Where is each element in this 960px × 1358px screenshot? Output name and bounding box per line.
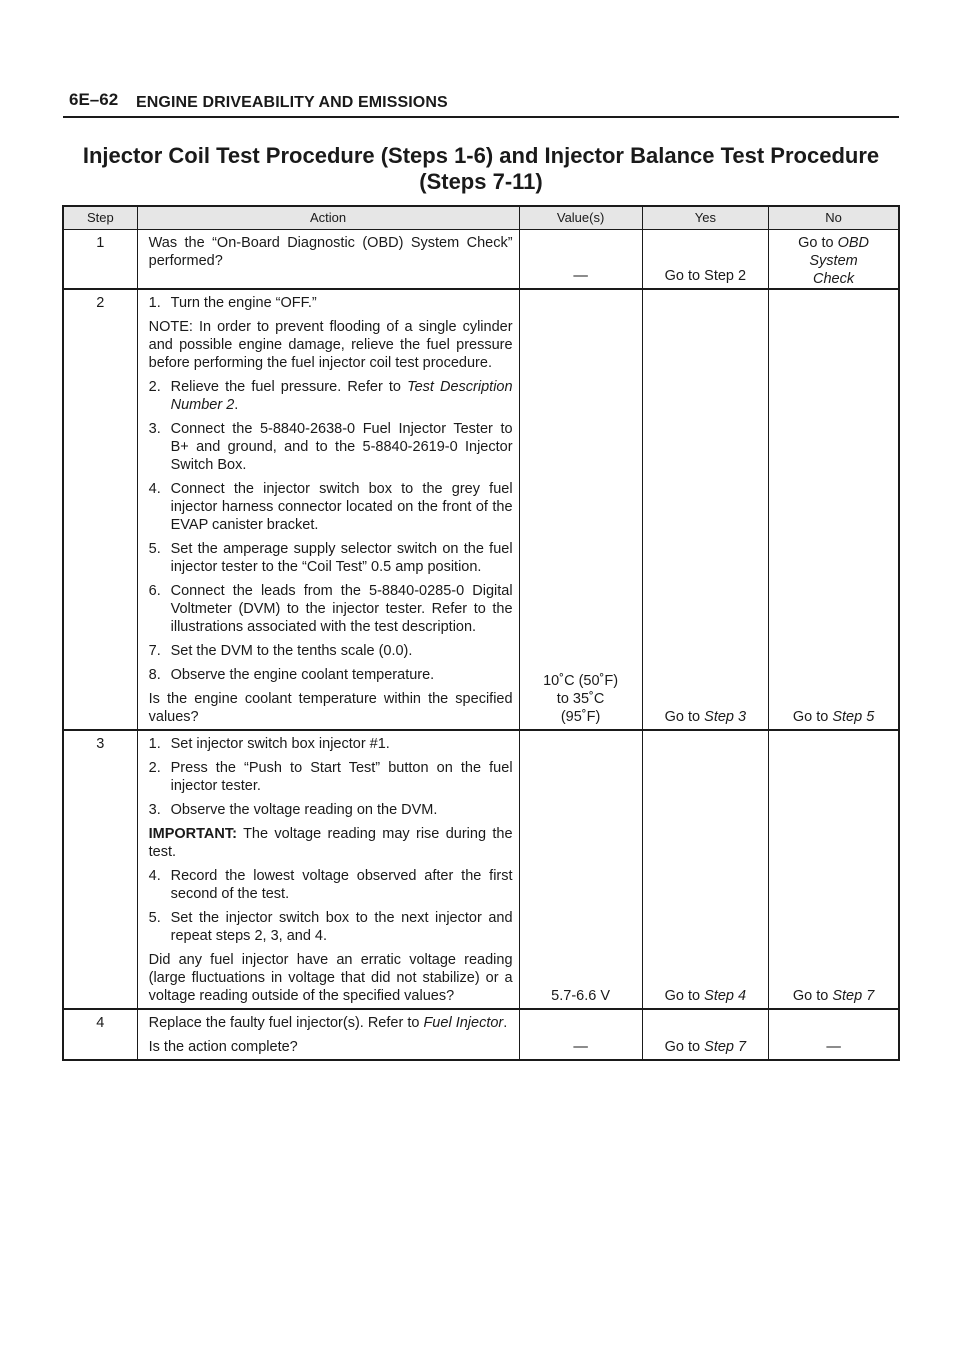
value-cell: — [519,230,642,290]
important-note: IMPORTANT: The voltage reading may rise during the test. [148,826,513,860]
page-title-line-1: Injector Coil Test Procedure (Steps 1-6) and Injector Balance Test Procedure [82,143,880,168]
action-text: Was the “On-Board Diagnostic (OBD) System Check” performed? [148,235,513,269]
action-text: Replace the faulty fuel injector(s). Refer to Fuel Injector. [148,1015,508,1031]
table-row [63,289,899,730]
list-item: 5. Set the injector switch box to the next injector and repeat steps 2, 3, and 4. [148,910,513,944]
obd-link[interactable]: OBD [837,235,870,251]
page-title-line-2: (Steps 7-11) [419,169,543,194]
header-values: Value(s) [519,206,642,230]
step-link[interactable]: Step 7 [832,988,875,1004]
step-link[interactable]: Step 4 [704,988,747,1004]
list-item: 4. Connect the injector switch box to the grey fuel injector harness connector located on the front of the EVAP canister bracket. [148,481,513,533]
value-cell: 5.7-6.6 V [519,730,642,1009]
no-cell [769,230,899,290]
list-item: 5. Set the amperage supply selector switch on the fuel injector tester to the “Coil Test” 0.5 amp position. [148,541,513,575]
value-cell: 10˚C (50˚F) to 35˚C (95˚F) [519,289,642,730]
step-number: 2 [63,289,137,730]
list-item: 8. Observe the engine coolant temperature. [148,667,435,683]
page-title [62,143,900,195]
header-yes: Yes [642,206,769,230]
note-text: NOTE: In order to prevent flooding of a single cylinder and possible engine damage, relieve the fuel pressure before performing the fuel injector coil test procedure. [148,319,513,371]
list-item: 7. Set the DVM to the tenths scale (0.0). [148,643,413,659]
test-description-link[interactable]: Test Description Number 2 [170,379,513,413]
yes-cell: Go to Step 4 [642,730,769,1009]
list-item: 1. Set injector switch box injector #1. [148,736,390,752]
yes-cell: Go to Step 2 [642,230,769,290]
table-header-row [63,206,899,230]
action-cell [137,289,519,730]
action-cell [137,230,519,290]
obd-link-line-2[interactable]: System [809,253,858,269]
header-step: Step [63,206,137,230]
step-link[interactable]: Step 7 [704,1039,747,1055]
yes-cell: Go to Step 7 [642,1009,769,1060]
table-row [63,730,899,1009]
question-text: Did any fuel injector have an erratic voltage reading (large fluctuations in voltage that did not stabilize) or a voltage reading outside of the specified values? [148,952,513,1004]
table-row [63,230,899,290]
no-cell: Go to Step 7 [769,730,899,1009]
step-number: 1 [63,230,137,290]
fuel-injector-link[interactable]: Fuel Injector [423,1015,504,1031]
table-row [63,1009,899,1060]
header-rule [63,116,899,118]
value-cell: — [519,1009,642,1060]
list-item: 2. Relieve the fuel pressure. Refer to Test Description Number 2. [148,379,513,413]
step-number: 4 [63,1009,137,1060]
no-cell: Go to Step 5 [769,289,899,730]
list-item: 3. Connect the 5-8840-2638-0 Fuel Injector Tester to B+ and ground, and to the 5-8840-2619-0 Injector Switch Box. [148,421,513,473]
list-item: 6. Connect the leads from the 5-8840-0285-0 Digital Voltmeter (DVM) to the injector tester. Refer to the illustrations associated with the test description. [148,583,513,635]
list-item: 3. Observe the voltage reading on the DVM. [148,802,438,818]
page-number: 6E–62 [69,90,119,109]
question-text: Is the action complete? [148,1039,298,1055]
question-text: Is the engine coolant temperature within the specified values? [148,691,513,725]
header-no: No [769,206,899,230]
step-link[interactable]: Step 5 [832,709,875,725]
list-item: 4. Record the lowest voltage observed after the first second of the test. [148,868,513,902]
diagnostic-table [62,205,900,1061]
list-item: 2. Press the “Push to Start Test” button on the fuel injector tester. [148,760,513,794]
no-prefix: Go to [798,235,834,251]
step-link[interactable]: Step 3 [704,709,747,725]
no-cell: — [769,1009,899,1060]
action-cell [137,730,519,1009]
list-item: 1. Turn the engine “OFF.” [148,295,317,311]
header-action: Action [137,206,519,230]
action-cell [137,1009,519,1060]
yes-cell: Go to Step 3 [642,289,769,730]
obd-link-line-3[interactable]: Check [813,271,855,287]
step-number: 3 [63,730,137,1009]
section-title: ENGINE DRIVEABILITY AND EMISSIONS [136,94,448,111]
